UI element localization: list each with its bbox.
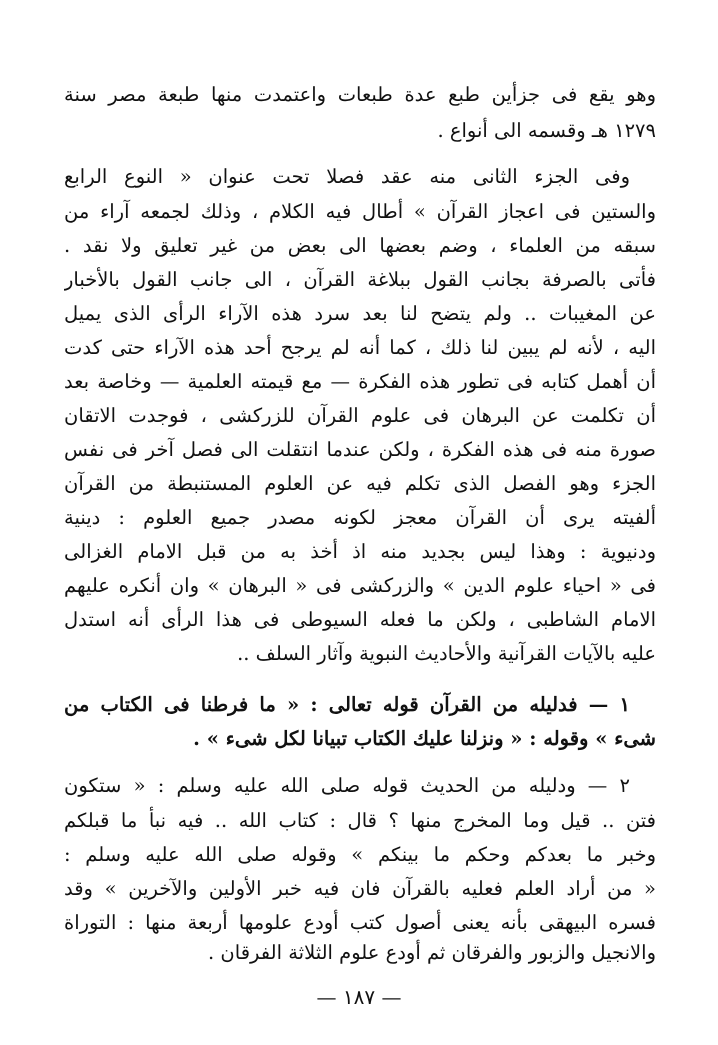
text-line: فأتى بالصرفة بجانب القول ببلاغة القرآن ، الى جانب القول بالأخبار — [64, 268, 656, 291]
text-line: الجزء وهو الفصل الذى تكلم فيه عن العلوم المستنبطة من القرآن — [64, 472, 656, 495]
text-line: أن تكلمت عن البرهان فى علوم القرآن للزركشى ، فوجدت الاتقان — [64, 404, 656, 427]
text-line: سبقه من العلماء ، وضم بعضها الى بعض من غير تعليق ولا نقد . — [64, 234, 656, 257]
text-line: أن أهمل كتابه فى تطور هذه الفكرة — مع قيمته العلمية — وخاصة بعد — [64, 370, 656, 393]
text-line: وفى الجزء الثانى منه عقد فصلا تحت عنوان « النوع الرابع — [64, 165, 630, 188]
text-line: وهو يقع فى جزأين طبع عدة طبعات واعتمدت منها طبعة مصر سنة — [64, 83, 656, 106]
text-line: فى « احياء علوم الدين » والزركشى فى « البرهان » وان أنكره عليهم — [64, 574, 656, 597]
text-line: فسره البيهقى بأنه يعنى أصول كتب أودع علومها أربعة منها : التوراة — [64, 911, 656, 934]
text-line: ألفيته يرى أن القرآن معجز لكونه مصدر جميع العلوم : دينية — [64, 506, 656, 529]
text-line: « من أراد العلم فعليه بالقرآن فان فيه خبر الأولين والآخرين » وقد — [64, 877, 656, 900]
page-number: — ١٨٧ — — [316, 985, 402, 1009]
text-line: صورة منه فى هذه الفكرة ، ولكن عندما انتقلت الى فصل آخر فى نفس — [64, 438, 656, 461]
text-line: ١ — فدليله من القرآن قوله تعالى : « ما فرطنا فى الكتاب من — [64, 693, 630, 716]
text-line: ١٢٧٩ هـ وقسمه الى أنواع . — [437, 119, 656, 142]
text-line: الامام الشاطبى ، ولكن ما فعله السيوطى فى هذا الرأى أنه استدل — [64, 608, 656, 631]
text-line: وخبر ما بعدكم وحكم ما بينكم » وقوله صلى الله عليه وسلم : — [64, 843, 656, 866]
text-line: والانجيل والزبور والفرقان ثم أودع علوم الثلاثة الفرقان . — [208, 941, 656, 964]
text-line: ٢ — ودليله من الحديث قوله صلى الله عليه وسلم : « ستكون — [64, 774, 630, 797]
text-line: شىء » وقوله : « ونزلنا عليك الكتاب تبيانا لكل شىء » . — [193, 727, 656, 750]
text-line: عن المغيبات .. ولم يتضح لنا بعد سرد هذه الآراء الرأى الذى يميل — [64, 302, 656, 325]
text-line: والستين فى اعجاز القرآن » أطال فيه الكلام ، وذلك لجمعه آراء من — [64, 200, 656, 223]
text-line: عليه بالآيات القرآنية والأحاديث النبوية وآثار السلف .. — [237, 642, 656, 665]
text-line: ودنيوية : وهذا ليس بجديد منه اذ أخذ به من قبل الامام الغزالى — [64, 540, 656, 563]
text-line: اليه ، لأنه لم يبين لنا ذلك ، كما أنه لم يرجح أحد هذه الآراء حتى كدت — [64, 336, 656, 359]
text-line: فتن .. قيل وما المخرج منها ؟ قال : كتاب الله .. فيه نبأ ما قبلكم — [64, 809, 656, 832]
